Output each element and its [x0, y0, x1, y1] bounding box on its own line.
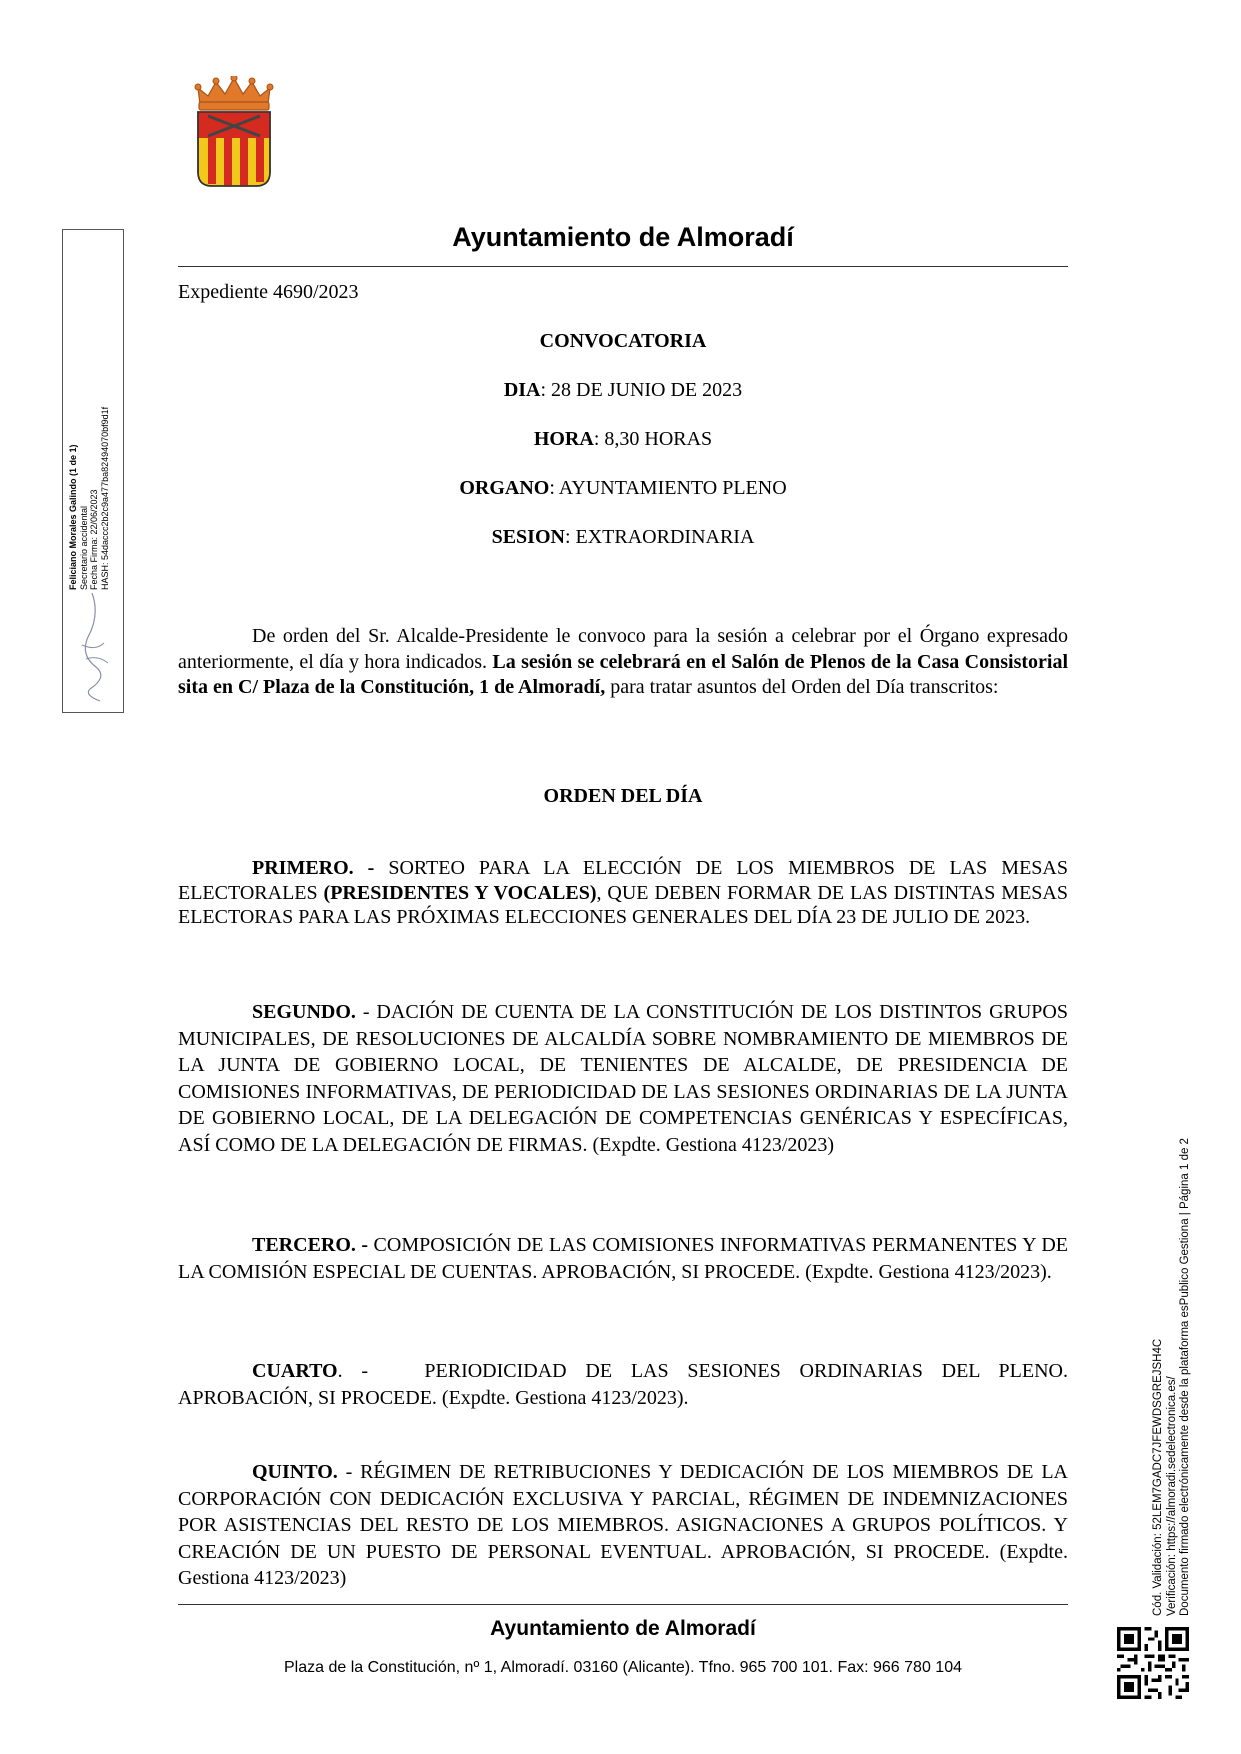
sesion-value: : EXTRAORDINARIA [564, 526, 755, 548]
signature-hash: HASH: 54daccc2b2c9a477ba82494070bf9d1f [99, 406, 110, 590]
agenda-item-tercero [178, 1232, 1068, 1285]
agenda-item-text: . - PERIODICIDAD DE LAS SESIONES ORDINARIAS DEL PLENO. APROBACIÓN, SI PROCEDE. (Expdte. Gestiona 4123/2023). [178, 1360, 1072, 1409]
agenda-item-cuarto [178, 1358, 1072, 1411]
agenda-item-label: SEGUNDO. [252, 1001, 356, 1023]
sesion-label: SESION [491, 526, 565, 548]
footer-divider [178, 1604, 1068, 1605]
organo-line [178, 477, 1068, 500]
verification-url[interactable]: Verificación: https://almoradi.sedelectronica.es/ [1165, 1376, 1178, 1616]
agenda-item-label: CUARTO [252, 1360, 338, 1382]
footer-title: Ayuntamiento de Almoradí [490, 1617, 756, 1640]
validation-info [1152, 1096, 1193, 1616]
intro-text-1: De orden del Sr. Alcalde-Presidente le convoco para la sesión a celebrar por el Órgano expresado anteriormente, el día y hora indicados. [178, 625, 1068, 673]
dia-line [178, 379, 1068, 402]
header-divider [178, 266, 1068, 267]
footer-address: Plaza de la Constitución, nº 1, Almoradí. 03160 (Alicante). Tfno. 965 700 101. Fax: 966 780 104 [284, 1659, 962, 1676]
agenda-item-text: SORTEO PARA LA ELECCIÓN DE LOS MIEMBROS DE LAS MESAS ELECTORALES [178, 857, 1068, 904]
convocatoria-title: CONVOCATORIA [539, 330, 707, 352]
agenda-item-text: - DACIÓN DE CUENTA DE LA CONSTITUCIÓN DE LOS DISTINTOS GRUPOS MUNICIPALES, DE RESOLUCIONES DE ALCALDÍA SOBRE NOMBRAMIENTO DE MIEMBROS DE LA JUNTA DE GOBIERNO LOCAL, DE TENIENTES DE ALCALDE, DE PRESIDENCIA DE COMISIONES INFORMATIVAS, DE PERIODICIDAD DE LAS SESIONES ORDINARIAS DE LA JUNTA DE GOBIERNO LOCAL, DE LA DELEGACIÓN DE COMPETENCIAS GENÉRICAS Y ESPECÍFICAS, ASÍ COMO DE LA DELEGACIÓN DE FIRMAS. (Expdte. Gestiona 4123/2023) [178, 1001, 1068, 1156]
hora-label: HORA [533, 428, 594, 450]
validation-code: Cód. Validación: 52LEM7GADC7JFEWDSGREJSH4C [1152, 1338, 1164, 1616]
hora-value: : 8,30 HORAS [593, 428, 713, 450]
sesion-line [178, 526, 1068, 549]
agenda-item-label: PRIMERO. - [252, 857, 375, 879]
qr-code-icon [1117, 1627, 1189, 1699]
agenda-item-bold: (PRESIDENTES Y VOCALES) [323, 881, 597, 904]
signature-date: Fecha Firma: 22/06/2023 [89, 489, 99, 590]
dia-value: : 28 DE JUNIO DE 2023 [540, 379, 743, 401]
agenda-item-text: - RÉGIMEN DE RETRIBUCIONES Y DEDICACIÓN DE LOS MIEMBROS DE LA CORPORACIÓN CON DEDICACIÓN EXCLUSIVA Y PARCIAL, RÉGIMEN DE INDEMNIZACIONES POR ASISTENCIAS DEL RESTO DE LOS MIEMBROS. ASIGNACIONES A GRUPOS POLÍTICOS. Y CREACIÓN DE UN PUESTO DE PERSONAL EVENTUAL. APROBACIÓN, SI PROCEDE. (Expdte. Gestiona 4123/2023) [178, 1461, 1068, 1589]
agenda-item-segundo [178, 999, 1068, 1158]
platform-note: Documento firmado electrónicamente desde la plataforma esPublico Gestiona | Página 1 de 2 [1179, 1138, 1191, 1616]
intro-bold: La sesión se celebrará en el Salón de Plenos de la Casa Consistorial sita en C/ Plaza de la Constitución, 1 de Almoradí, [178, 650, 1068, 698]
intro-text-2: para tratar asuntos del Orden del Día transcritos: [605, 676, 999, 698]
agenda-item-label: TERCERO. - [252, 1234, 369, 1256]
coat-of-arms-icon [194, 76, 274, 188]
agenda-item-text-cont: , QUE DEBEN FORMAR DE LAS DISTINTAS MESAS ELECTORAS PARA LAS PRÓXIMAS ELECCIONES GENERALES DEL DÍA 23 DE JULIO DE 2023. [178, 881, 1068, 928]
orden-del-dia-title: ORDEN DEL DÍA [543, 785, 703, 807]
hora-line [178, 428, 1068, 451]
signature-details [68, 360, 110, 590]
agenda-item-label: QUINTO. [252, 1461, 338, 1483]
organo-label: ORGANO [459, 477, 550, 499]
dia-label: DIA [503, 379, 541, 401]
signer-role: Secretario accidental [78, 505, 89, 590]
agenda-item-primero [178, 856, 1068, 930]
expediente-number: Expediente 4690/2023 [178, 281, 359, 303]
organo-value: : AYUNTAMIENTO PLENO [549, 477, 787, 499]
agenda-item-quinto [178, 1459, 1068, 1592]
agenda-item-text: COMPOSICIÓN DE LAS COMISIONES INFORMATIVAS PERMANENTES Y DE LA COMISIÓN ESPECIAL DE CUENTAS. APROBACIÓN, SI PROCEDE. (Expdte. Gestiona 4123/2023). [178, 1234, 1068, 1283]
signer-name: Feliciano Morales Galindo (1 de 1) [68, 444, 78, 590]
handwritten-signature-icon [70, 585, 120, 705]
page-title: Ayuntamiento de Almoradí [452, 222, 794, 252]
intro-paragraph [178, 624, 1068, 701]
